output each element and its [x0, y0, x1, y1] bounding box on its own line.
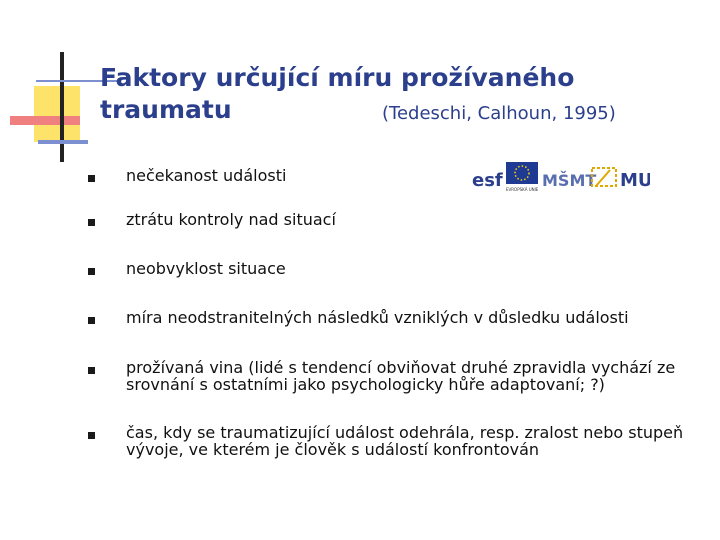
list-item-text: čas, kdy se traumatizující událost odehrála, resp. zralost nebo stupeň vývoje, ve kterém je člověk s událostí konfrontován — [126, 423, 684, 459]
title-source: (Tedeschi, Calhoun, 1995) — [382, 103, 616, 124]
list-item-text: míra neodstranitelných následků vzniklých v důsledku události — [126, 308, 629, 327]
list-item-text: nečekanost události — [126, 166, 287, 185]
msmt-logo-text: MŠMT — [542, 171, 597, 190]
bullet-icon — [88, 175, 95, 182]
title-line-2: traumatu — [100, 95, 232, 124]
list-item-text: neobvyklost situace — [126, 259, 286, 278]
slide-title — [100, 62, 616, 126]
bullet-icon — [88, 317, 95, 324]
eu-caption: EVROPSKÁ UNIE — [506, 187, 539, 192]
list-item-text: ztrátu kontroly nad situací — [126, 210, 336, 229]
list-item-text: prožívaná vina (lidé s tendencí obviňovat druhé zpravidla vychází ze srovnání s ostatními jako psychologicky hůře adaptovaní; ?) — [126, 358, 676, 394]
bullet-icon — [88, 268, 95, 275]
bullet-icon — [88, 432, 95, 439]
title-line-1: Faktory určující míru prožívaného — [100, 63, 575, 92]
bullet-icon — [88, 367, 95, 374]
muni-logo-text: MU — [620, 170, 650, 191]
bullet-icon — [88, 219, 95, 226]
esf-logo-text: esf — [472, 170, 503, 191]
